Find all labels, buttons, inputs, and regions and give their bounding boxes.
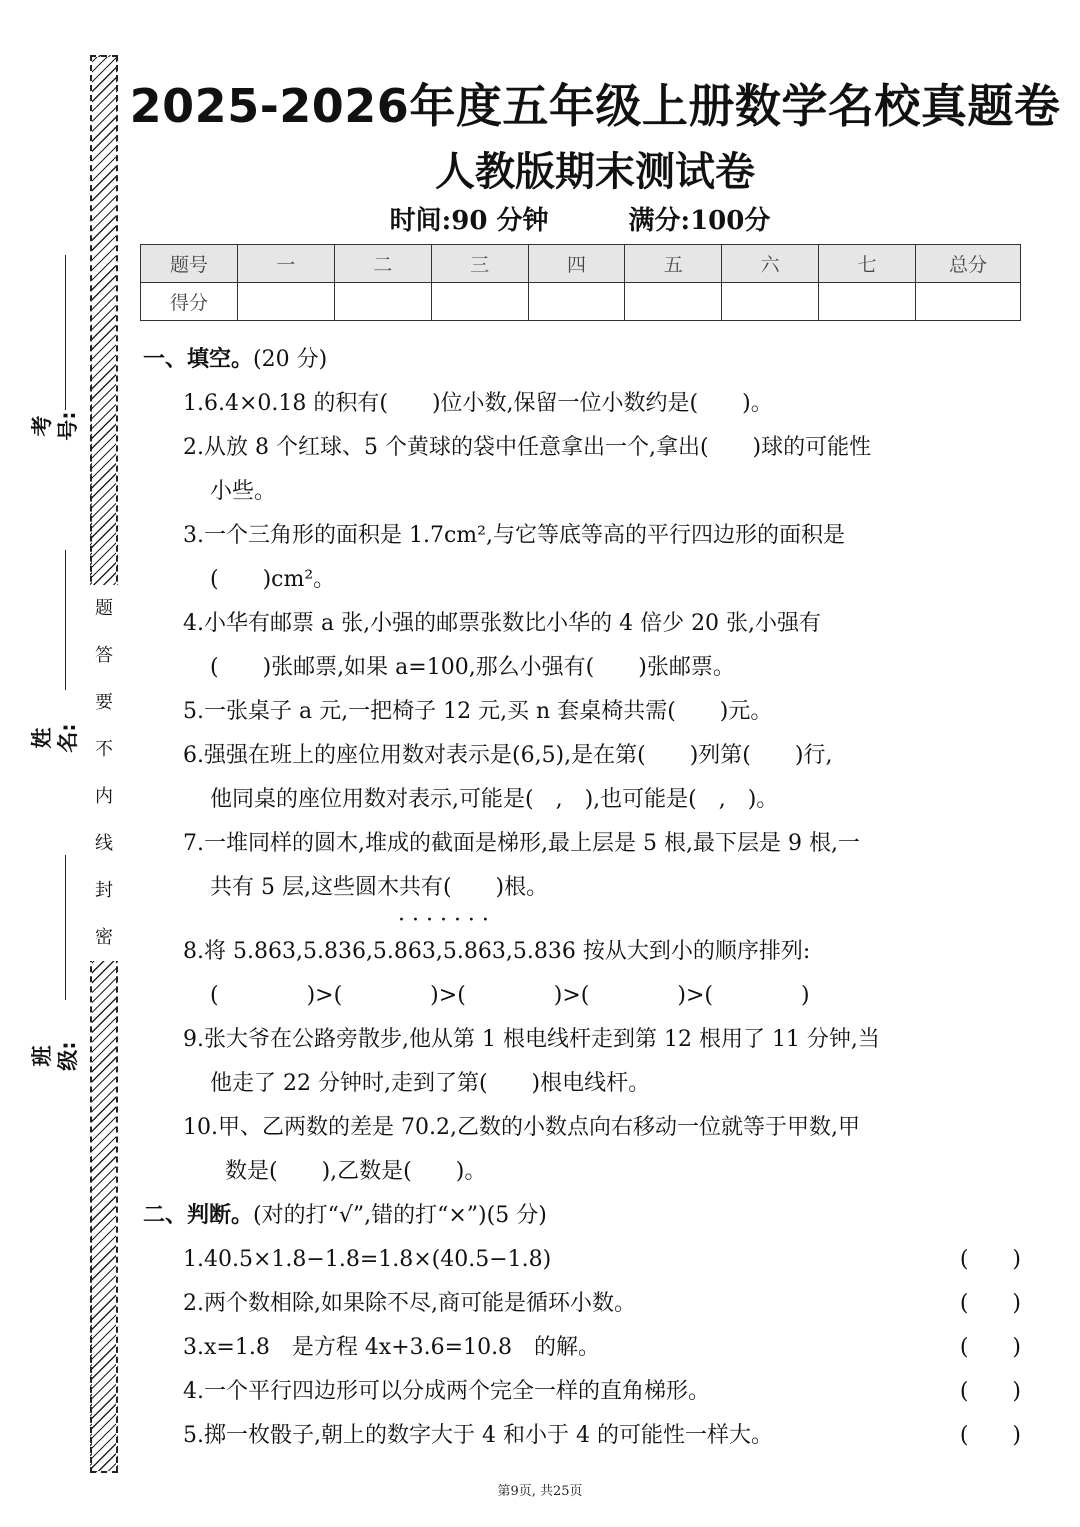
judge-item-text: 4.一个平行四边形可以分成两个完全一样的直角梯形。: [183, 1379, 710, 1404]
exam-full-score: 满分:100分: [628, 206, 771, 236]
score-head-cell: 题号: [141, 245, 238, 283]
seal-char: 内: [95, 786, 113, 807]
section-2-points: (对的打“√”,错的打“×”)(5 分): [253, 1203, 547, 1228]
question-2-line-2: 小些。: [210, 479, 277, 504]
score-row-label: 得分: [141, 283, 238, 321]
judge-answer-box[interactable]: ( ): [959, 1291, 1021, 1316]
question-3-line-1: 3.一个三角形的面积是 1.7cm²,与它等底等高的平行四边形的面积是: [183, 523, 845, 548]
question-7-line-1: 7.一堆同样的圆木,堆成的截面是梯形,最上层是 5 根,最下层是 9 根,一: [183, 831, 860, 856]
score-head-cell: 七: [819, 245, 916, 283]
question-10-line-2: 数是( ),乙数是( )。: [225, 1159, 487, 1184]
score-head-cell: 六: [722, 245, 819, 283]
question-2-line-1: 2.从放 8 个红球、5 个黄球的袋中任意拿出一个,拿出( )球的可能性: [183, 435, 872, 460]
question-8-line-1: 8.将 5.863,5.836,5.863,5.863,5.836 按从大到小的顺序排列:: [183, 939, 811, 964]
score-cell[interactable]: [819, 283, 916, 321]
score-head-cell: 四: [528, 245, 625, 283]
seal-char: 不: [95, 739, 113, 760]
judge-answer-box[interactable]: ( ): [959, 1247, 1021, 1272]
question-3: [143, 514, 1023, 602]
judge-item: [143, 1238, 1023, 1282]
judge-item-text: 2.两个数相除,如果除不尽,商可能是循环小数。: [183, 1291, 636, 1316]
judge-item: [143, 1282, 1023, 1326]
class-line[interactable]: [65, 855, 66, 1000]
page-title: 2025-2026年度五年级上册数学名校真题卷: [129, 79, 1061, 133]
judge-item-text: 1.40.5×1.8−1.8=1.8×(40.5−1.8): [183, 1247, 552, 1272]
question-10: [143, 1106, 1023, 1194]
question-7-line-2: 共有 5 层,这些圆木共有( )根。: [210, 875, 549, 900]
question-4-line-2: ( )张邮票,如果 a=100,那么小强有( )张邮票。: [210, 655, 735, 680]
exam-time: 时间:90 分钟: [389, 206, 549, 236]
score-table-row: [141, 283, 1021, 321]
judge-item: [143, 1370, 1023, 1414]
exam-number-line[interactable]: [65, 255, 66, 410]
question-4-line-1: 4.小华有邮票 a 张,小强的邮票张数比小华的 4 倍少 20 张,小强有: [183, 611, 822, 636]
question-10-line-1: 10.甲、乙两数的差是 70.2,乙数的小数点向右移动一位就等于甲数,甲: [183, 1115, 860, 1140]
judge-answer-box[interactable]: ( ): [959, 1423, 1021, 1448]
seal-char: 线: [95, 833, 113, 854]
seal-char: 密: [95, 927, 113, 948]
question-8: [143, 908, 1023, 1018]
score-cell[interactable]: [431, 283, 528, 321]
question-6-line-2: 他同桌的座位用数对表示,可能是( , ),也可能是( , )。: [210, 787, 779, 812]
question-content: [143, 338, 1023, 1458]
score-cell[interactable]: [528, 283, 625, 321]
question-7: [143, 822, 1023, 910]
score-head-cell: 五: [625, 245, 722, 283]
score-cell[interactable]: [238, 283, 335, 321]
question-5: 5.一张桌子 a 元,一把椅子 12 元,买 n 套桌椅共需( )元。: [183, 699, 773, 724]
seal-char: 答: [95, 645, 113, 666]
section-1-heading: [143, 338, 1023, 382]
question-6: [143, 734, 1023, 822]
exam-meta: [140, 200, 1020, 237]
question-4: [143, 602, 1023, 690]
question-9-line-2: 他走了 22 分钟时,走到了第( )根电线杆。: [210, 1071, 651, 1096]
question-8-line-2: ( )>( )>( )>( )>( ): [210, 983, 810, 1008]
repeating-decimal-dots: · · · · · · ·: [398, 908, 489, 933]
seal-char: 要: [95, 692, 113, 713]
judge-item-text: 3.x=1.8 是方程 4x+3.6=10.8 的解。: [183, 1335, 601, 1360]
class-label: 班级:: [30, 1041, 80, 1071]
name-line[interactable]: [65, 550, 66, 690]
judge-answer-box[interactable]: ( ): [959, 1335, 1021, 1360]
score-head-cell: 三: [431, 245, 528, 283]
exam-number-label: 考号:: [30, 411, 80, 441]
judge-item-text: 5.掷一枚骰子,朝上的数字大于 4 和小于 4 的可能性一样大。: [183, 1423, 773, 1448]
section-2-heading: [143, 1194, 1023, 1238]
score-head-cell: 总分: [916, 245, 1021, 283]
score-cell[interactable]: [916, 283, 1021, 321]
score-table-header: [141, 245, 1021, 283]
score-head-cell: 一: [238, 245, 335, 283]
seal-char: 题: [95, 598, 113, 619]
section-2-title: 二、判断。: [143, 1203, 254, 1228]
score-cell[interactable]: [334, 283, 431, 321]
section-1-title: 一、填空。: [143, 347, 254, 372]
page-footer: 第9页, 共25页: [497, 1484, 583, 1499]
judge-answer-box[interactable]: ( ): [959, 1379, 1021, 1404]
question-2: [143, 426, 1023, 514]
page-subtitle: 人教版期末测试卷: [435, 149, 755, 195]
seal-char: 封: [95, 880, 113, 901]
question-9-line-1: 9.张大爷在公路旁散步,他从第 1 根电线杆走到第 12 根用了 11 分钟,当: [183, 1027, 880, 1052]
question-6-line-1: 6.强强在班上的座位用数对表示是(6,5),是在第( )列第( )行,: [183, 743, 833, 768]
score-table: [140, 244, 1021, 321]
question-3-line-2: ( )cm²。: [210, 567, 336, 592]
score-head-cell: 二: [334, 245, 431, 283]
score-cell[interactable]: [625, 283, 722, 321]
judge-item: [143, 1326, 1023, 1370]
judge-item: [143, 1414, 1023, 1458]
question-9: [143, 1018, 1023, 1106]
question-1: 1.6.4×0.18 的积有( )位小数,保留一位小数约是( )。: [183, 391, 773, 416]
score-cell[interactable]: [722, 283, 819, 321]
name-label: 姓名:: [30, 723, 80, 753]
section-1-points: (20 分): [253, 347, 328, 372]
seal-notice: [90, 585, 118, 961]
